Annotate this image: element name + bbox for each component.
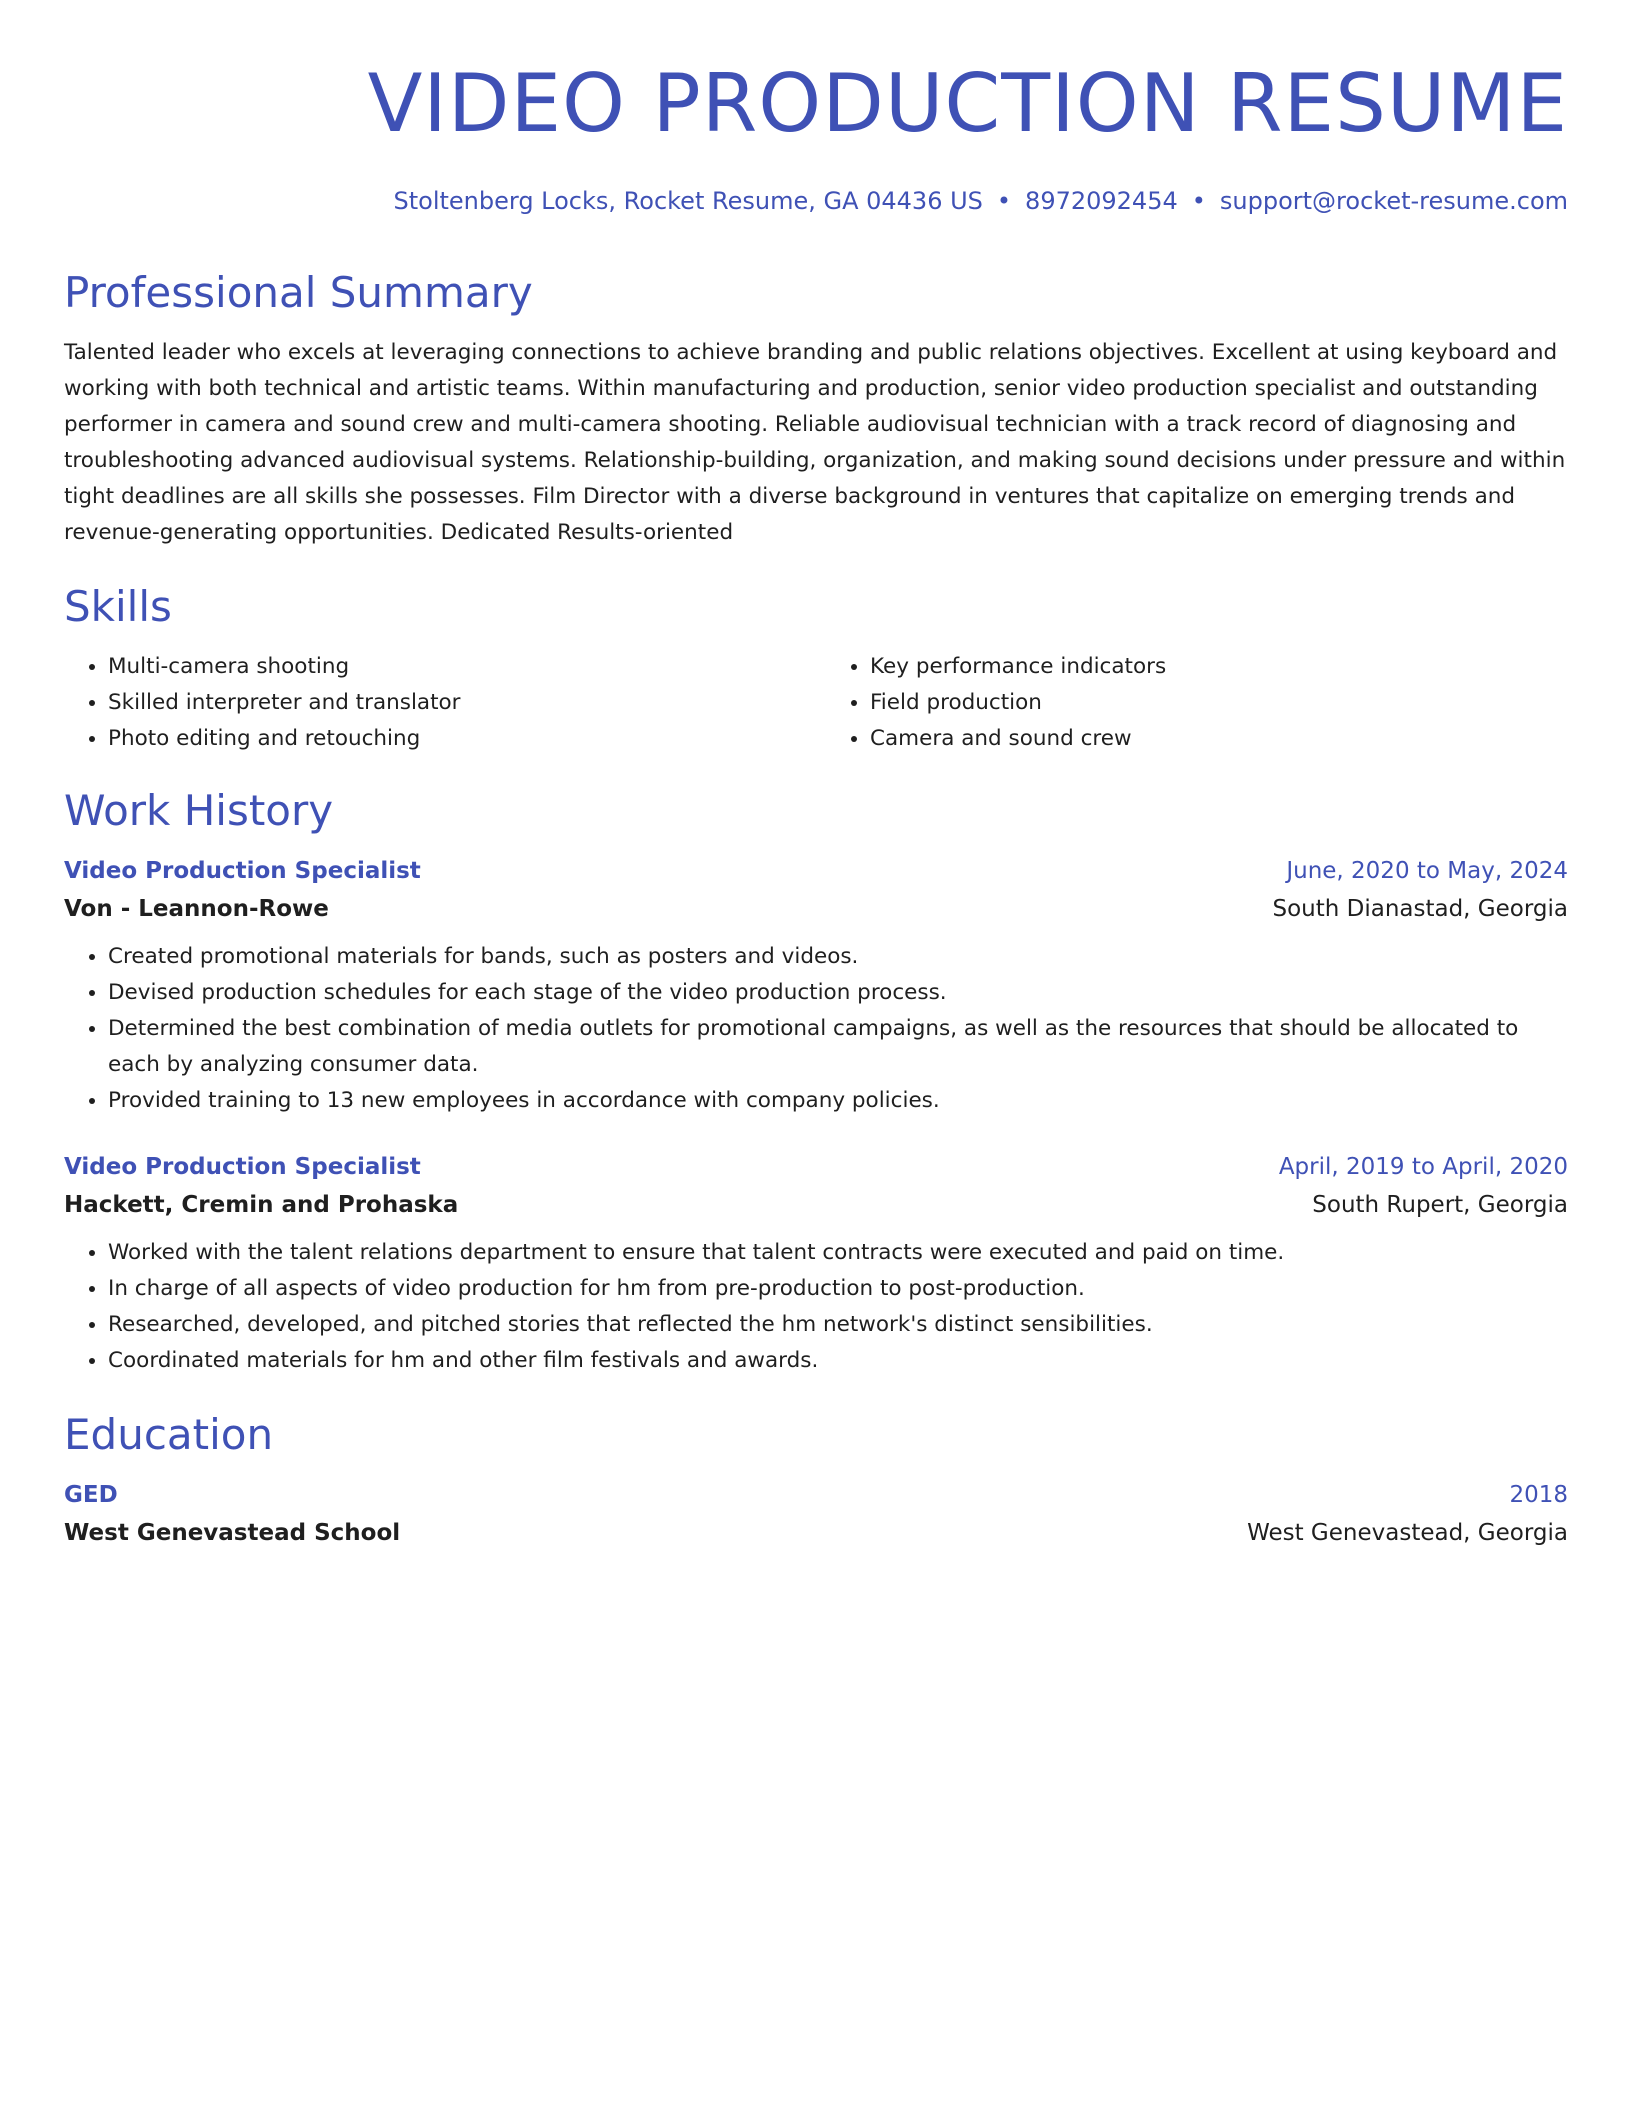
job-header [64,1149,1568,1185]
job-location: South Dianastad, Georgia [1272,896,1568,922]
resume-title: VIDEO PRODUCTION RESUME [367,57,1568,150]
job-bullet: • Coordinated materials for hm and other film festivals and awards. [108,1343,1568,1379]
summary-heading: Professional Summary [64,268,533,317]
skills-column-right [826,649,1568,757]
contact-phone: 8972092454 [1025,187,1178,215]
job-header [64,853,1568,889]
skills-column-left [64,649,806,757]
work-heading: Work History [64,786,334,835]
education-school-row [64,1513,1568,1553]
job-bullet: • Provided training to 13 new employees in accordance with company policies. [108,1083,1568,1119]
education-entry [64,1477,1568,1553]
skill-item: • Key performance indicators [870,649,1568,685]
contact-address: Stoltenberg Locks, Rocket Resume, GA 04436 US [393,187,983,215]
job-bullet: • Devised production schedules for each stage of the video production process. [108,975,1568,1011]
contact-separator: • [996,187,1012,215]
contact-line [64,184,1568,218]
job-employer-row [64,1185,1568,1225]
job-dates: June, 2020 to May, 2024 [1286,858,1568,884]
summary-text: Talented leader who excels at leveraging connections to achieve branding and public relations objectives. Excellent at using keyboard and working with both technical and artistic teams. Within manufacturing and production, senior video production specialist and outstanding performer in camera and sound crew and multi-camera shooting. Reliable audiovisual technician with a track record of diagnosing and troubleshooting advanced audiovisual systems. Relationship-building, organization, and making sound decisions under pressure and within tight deadlines are all skills she possesses. Film Director with a diverse background in ventures that capitalize on emerging trends and revenue-generating opportunities. Dedicated Results-oriented [64,340,1566,545]
contact-separator: • [1191,187,1206,215]
job-bullet: • Worked with the talent relations department to ensure that talent contracts were executed and paid on time. [108,1235,1568,1271]
education-year: 2018 [1509,1482,1568,1508]
education-heading: Education [64,1410,274,1459]
job-location: South Rupert, Georgia [1312,1192,1568,1218]
education-header [64,1477,1568,1513]
job-bullet: • Determined the best combination of media outlets for promotional campaigns, as well as the resources that should be allocated to each by analyzing consumer data. [108,1011,1568,1083]
skill-item: • Camera and sound crew [870,721,1568,757]
skills-list [64,649,1568,757]
skills-heading: Skills [64,582,172,631]
education-school: West Genevastead School [64,1520,401,1546]
job-employer: Hackett, Cremin and Prohaska [64,1192,459,1218]
skill-item: • Skilled interpreter and translator [108,685,806,721]
job-bullet: • Researched, developed, and pitched stories that reflected the hm network's distinct sensibilities. [108,1307,1568,1343]
job-dates: April, 2019 to April, 2020 [1278,1154,1568,1180]
job-employer-row [64,889,1568,929]
education-location: West Genevastead, Georgia [1247,1520,1568,1546]
skill-item: • Photo editing and retouching [108,721,806,757]
education-degree: GED [64,1482,118,1508]
job-entry [64,1149,1568,1379]
job-entry [64,853,1568,1119]
job-title: Video Production Specialist [64,858,421,884]
job-title: Video Production Specialist [64,1154,421,1180]
job-bullets [64,939,1568,1119]
job-bullet: • Created promotional materials for bands, such as posters and videos. [108,939,1568,975]
resume-page [64,0,1568,1553]
job-employer: Von - Leannon-Rowe [64,896,329,922]
skill-item: • Field production [870,685,1568,721]
contact-email: support@rocket-resume.com [1219,187,1568,215]
job-bullets [64,1235,1568,1379]
job-bullet: • In charge of all aspects of video production for hm from pre-production to post-production. [108,1271,1568,1307]
skill-item: • Multi-camera shooting [108,649,806,685]
